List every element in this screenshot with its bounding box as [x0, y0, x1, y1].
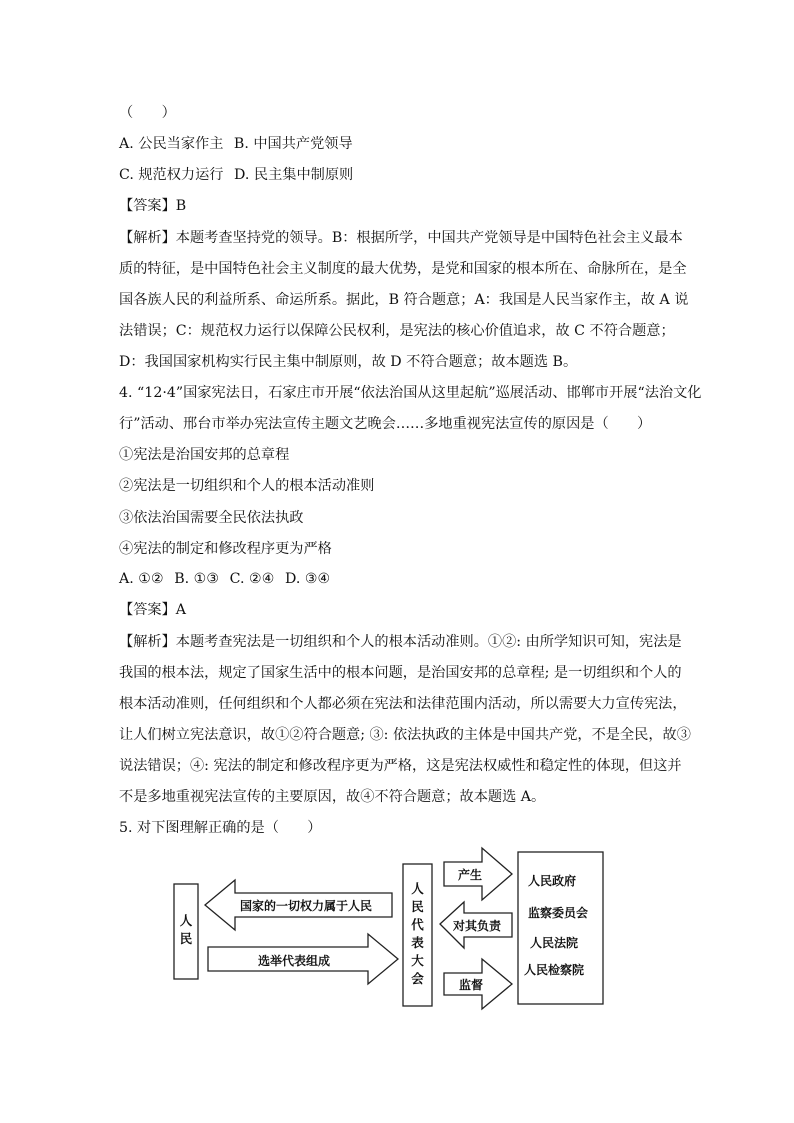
congress-char: 大: [411, 953, 424, 968]
q4-analysis-line: 说法错误；④: 宪法的制定和修改程序更为严格，这是宪法权威性和稳定性的体现，但这并: [119, 758, 682, 774]
congress-char: 会: [411, 971, 424, 986]
q3-option-c: C. 规范权力运行: [119, 167, 224, 183]
q4-analysis-line: 不是多地重视宪法宣传的主要原因，故④不符合题意；故本题选 A。: [119, 789, 546, 805]
q4-analysis-line: 【解析】本题考查宪法是一切组织和个人的根本活动准则。①②: 由所学知识可知，宪法是: [119, 634, 682, 650]
people-label: [174, 912, 198, 948]
organ-supervisory-commission: 监察委员会: [528, 906, 589, 920]
q4-analysis-line: 根本活动准则，任何组织和个人都必须在宪法和法律范围内活动，所以需要大力宣传宪法，: [119, 696, 687, 712]
arrow-elect-label: 选举代表组成: [258, 954, 331, 968]
q4-option-c: C. ②④: [229, 571, 275, 587]
q4-stem-line: 4. “12·4”国家宪法日，石家庄市开展“依法治国从这里起航”巡展活动、邯郸市开展“法治文化: [119, 385, 702, 401]
q4-statement-4: ④宪法的制定和修改程序更为严格: [119, 541, 332, 557]
q3-analysis-line: 质的特征，是中国特色社会主义制度的最大优势，是党和国家的根本所在、命脉所在，是全: [119, 261, 687, 277]
q3-option-d: D. 民主集中制原则: [234, 167, 354, 183]
q4-option-a: A. ①②: [119, 571, 164, 587]
q4-option-d: D. ③④: [284, 571, 331, 587]
q4-analysis-line: 让人们树立宪法意识，故①②符合题意; ③: 依法执政的主体是中国共产党，不是全民，故③: [119, 727, 691, 743]
q4-analysis-line: 我国的根本法，规定了国家生活中的根本问题，是治国安邦的总章程; 是一切组织和个人的: [119, 665, 682, 681]
q4-statement-3: ③依法治国需要全民依法执政: [119, 510, 304, 526]
arrow-responsible-label: 对其负责: [453, 919, 502, 933]
congress-char: 表: [411, 935, 424, 950]
q3-analysis-line: D：我国国家机构实行民主集中制原则，故 D 不符合题意；故本题选 B。: [119, 354, 578, 370]
q4-option-b: B. ①③: [174, 571, 220, 587]
organ-government: 人民政府: [528, 874, 577, 888]
arrow-produce-label: 产生: [458, 868, 483, 882]
congress-char: 代: [411, 917, 424, 932]
q4-stem-line: 行”活动、邢台市举办宪法宣传主题文艺晚会……多地重视宪法宣传的原因是（ ）: [119, 416, 652, 432]
state-structure-diagram: [172, 844, 612, 1014]
people-char: 人: [179, 913, 193, 928]
q4-statement-1: ①宪法是治国安邦的总章程: [119, 447, 290, 463]
q4-analysis: [119, 627, 691, 813]
q3-paren: （ ）: [119, 105, 176, 121]
diagram-shapes: [172, 844, 612, 1014]
q3-option-b: B. 中国共产党领导: [233, 136, 353, 152]
q4-options: [119, 569, 336, 589]
arrow-power-label: 国家的一切权力属于人民: [240, 899, 373, 913]
q3-option-a: A. 公民当家作主: [119, 136, 224, 152]
organ-procuratorate: 人民检察院: [524, 963, 585, 977]
congress-char: 民: [411, 899, 424, 914]
q4-answer: 【答案】A: [119, 602, 186, 618]
congress-label: [403, 880, 432, 988]
q5-stem: 5. 对下图理解正确的是（ ）: [119, 820, 322, 836]
people-char: 民: [179, 931, 193, 946]
q3-options-row-2: [119, 165, 359, 185]
q3-options-row-1: [119, 134, 359, 154]
q3-analysis-line: 国各族人民的利益所系、命运所系。据此，B 符合题意；A：我国是人民当家作主，故 A 说: [119, 292, 689, 308]
congress-char: 人: [411, 881, 424, 896]
q3-answer: 【答案】B: [119, 198, 187, 214]
q3-analysis: [119, 223, 689, 378]
q3-analysis-line: 【解析】本题考查坚持党的领导。B：根据所学，中国共产党领导是中国特色社会主义最本: [119, 230, 683, 246]
q3-analysis-line: 法错误；C：规范权力运行以保障公民权利，是宪法的核心价值追求，故 C 不符合题意；: [119, 323, 675, 339]
q4-statement-2: ②宪法是一切组织和个人的根本活动准则: [119, 478, 375, 494]
q4-stem: [119, 378, 702, 440]
arrow-supervise-label: 监督: [459, 978, 484, 992]
organ-court: 人民法院: [530, 936, 579, 950]
